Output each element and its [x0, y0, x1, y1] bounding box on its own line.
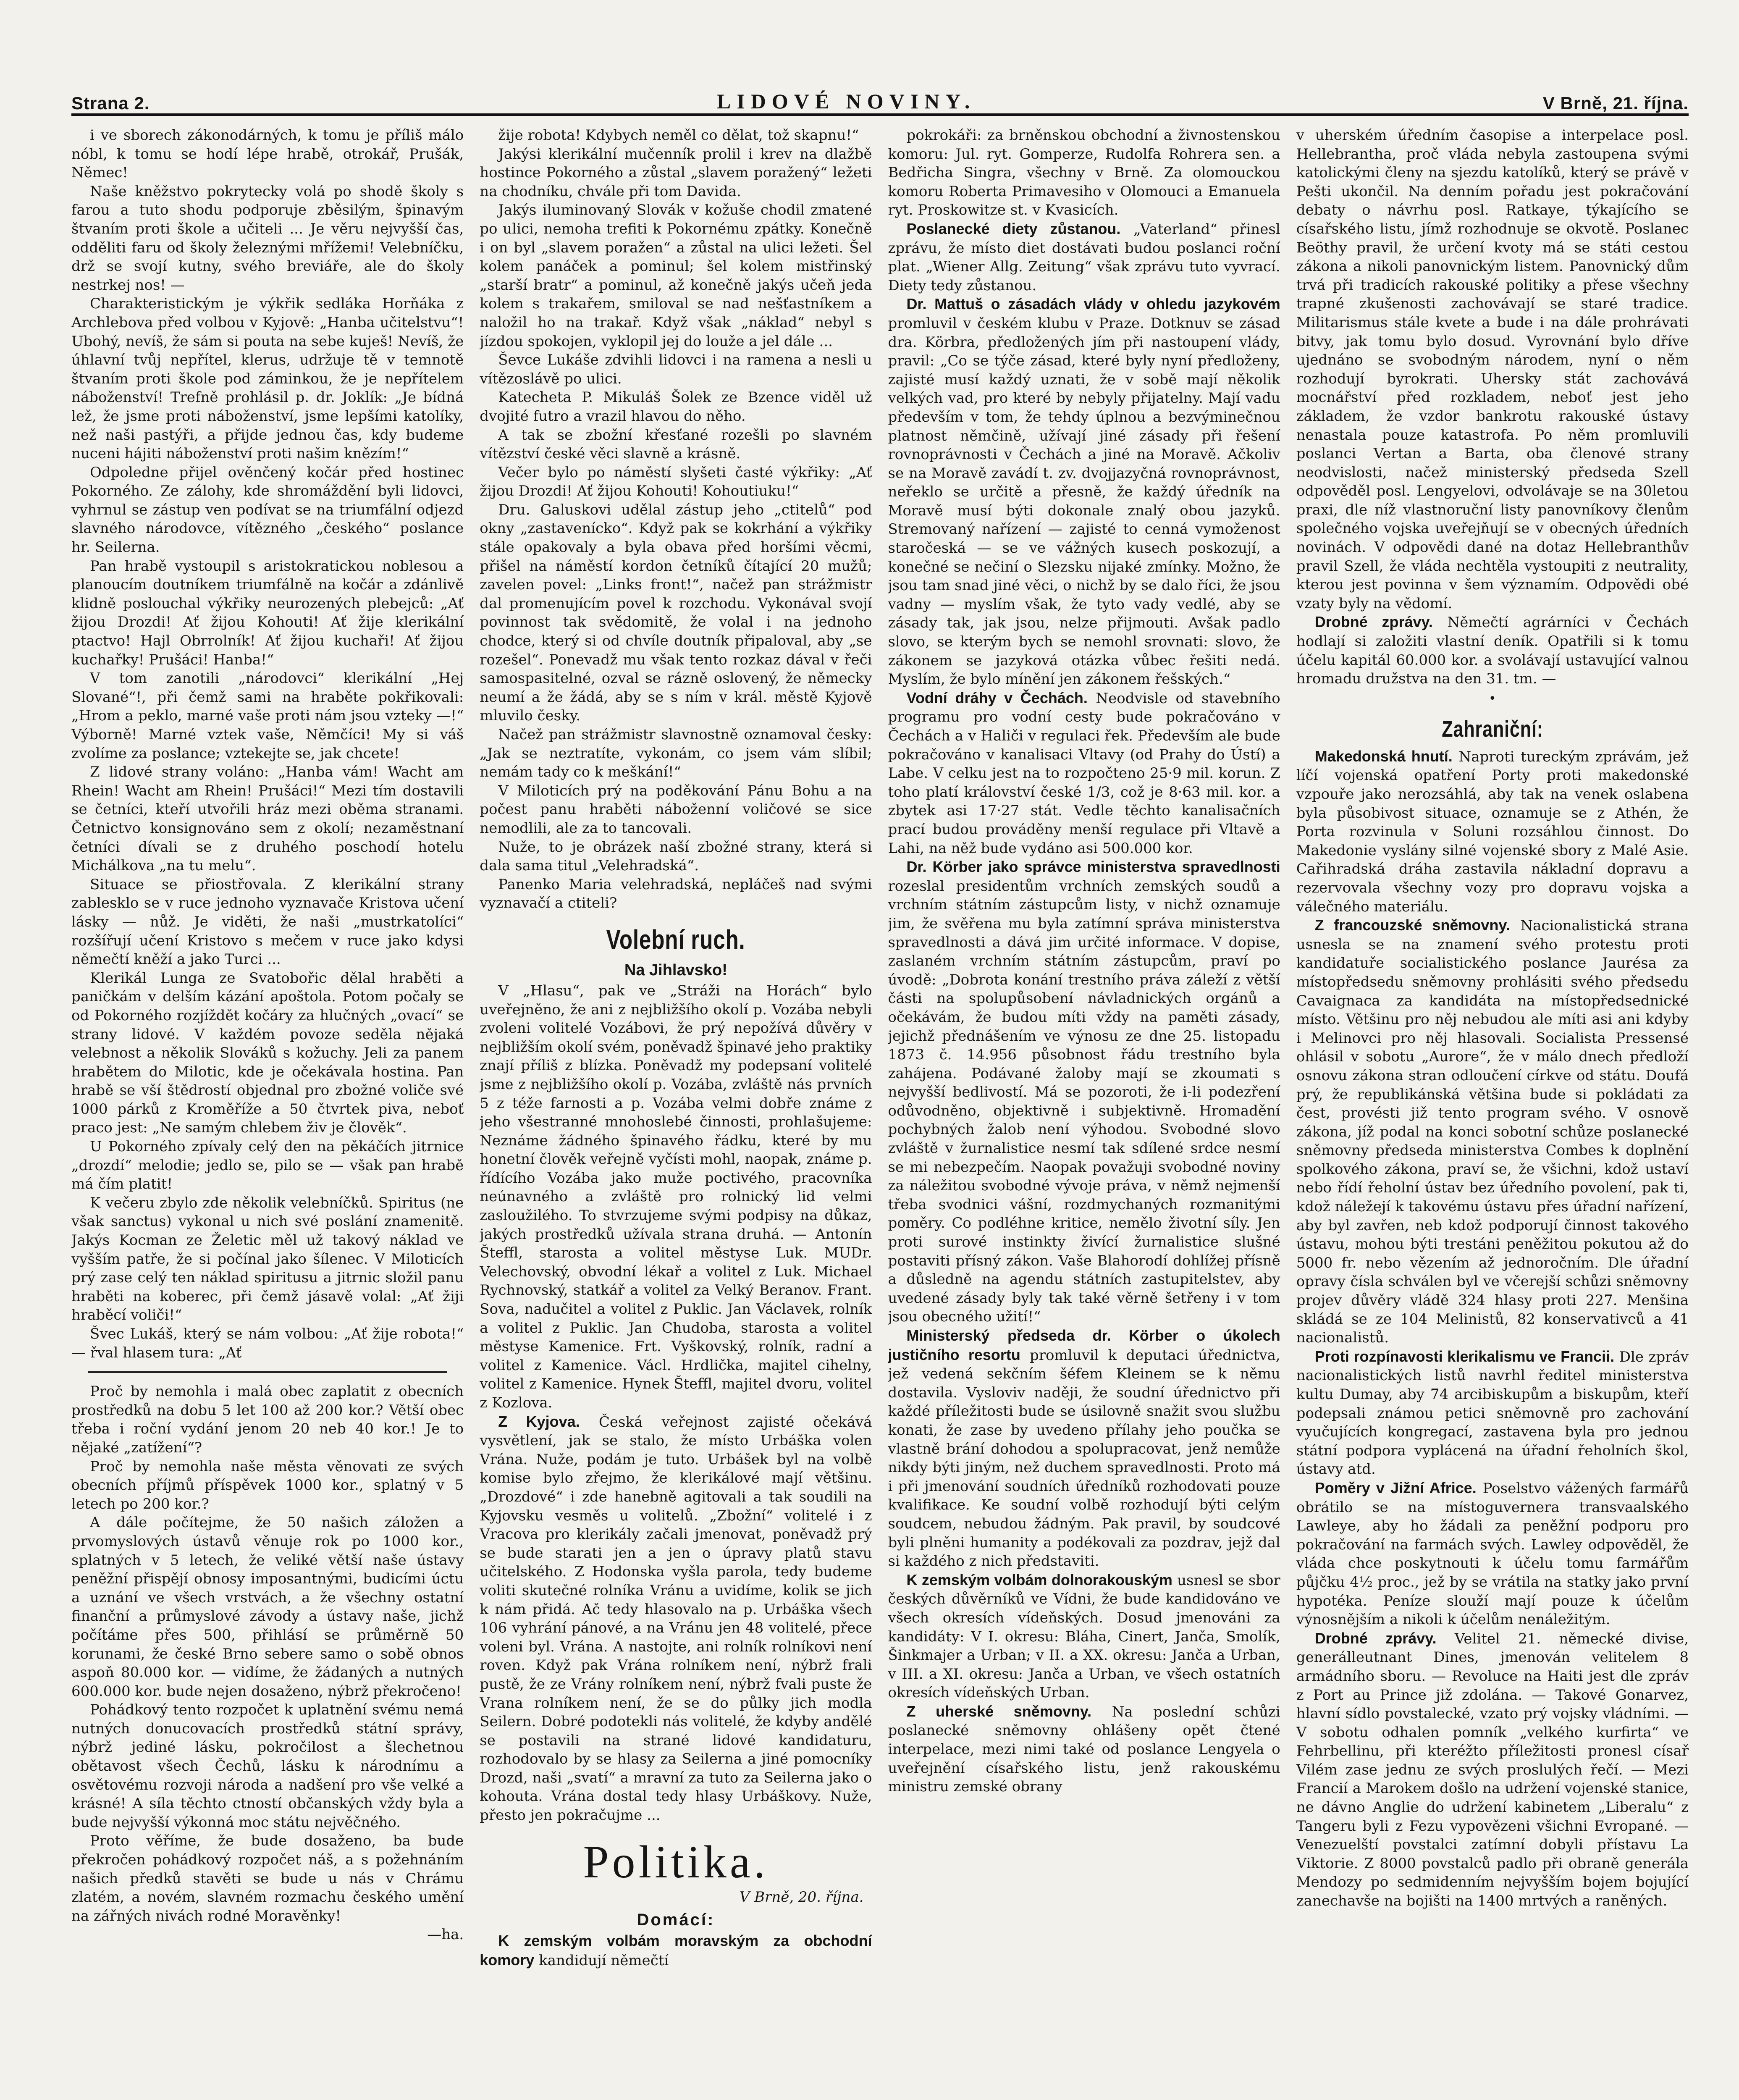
column-3	[888, 126, 1280, 2100]
africe-lead: Poměry v Jižní Africe.	[1314, 1479, 1477, 1496]
paragraph: V „Hlasu“, pak ve „Stráži na Horách“ bylo uveřejněno, že ani z nejbližšího okolí p. Vozába nebyli zvoleni volitelé Vozábovi, že prý nepožívá důvěry v nejbližším okolí svém, poněvadž špinavé jeho praktiky znají příliš z blízka. Poněvadž my podepsaní volitelé jsme z nejbližšího okolí p. Vozába, zvláště nás prvních 5 z téže farnosti a p. Vozába velmi dobře známe z jeho všestranné mnohoslebé činnosti, prohlašujeme: Neznáme žádného špinavého řádku, které by mu honetní člověk veřejně vyčísti mohl, naopak, známe p. řídícího Vozába jako muže poctivého, pracovníka neúnavného a zvláště pro rolnický lid velmi zasloužilého. To stvrzujeme svými podpisy na důkaz, jakých prostředků užívala strana druhá. — Antonín Šteffl, starosta a volitel městyse Luk. MUDr. Velechovský, obvodní lékař a volitel z Luk. Michael Rychnovský, statkář a volitel za Velký Beranov. Frant. Sova, nadučitel a volitel z Puklic. Jan Václavek, rolník a volitel z Puklic. Jan Chudoba, starosta a volitel městyse Kamenice. Frt. Vyškovský, rolník, radní a volitel z Kamenice. Václ. Hrdlička, majitel cihelny, volitel z Kamenice. Hynek Šteffl, majitel dvoru, volitel z Kozlova.	[480, 982, 872, 1411]
paragraph: U Pokorného zpívaly celý den na pěkáčích jitrnice „drozdí“ melodie; jedlo se, pilo se — však pan hrabě má čím platit!	[71, 1138, 464, 1193]
paragraph: Jakýsi klerikální mučenník prolil i krev na dlažbě hostince Pokorného a zůstal „slavem poražený“ ležeti na chodníku, chvále při tom Davida.	[480, 145, 872, 200]
separator-dot: •	[1489, 691, 1496, 706]
paragraph	[1296, 1629, 1689, 1911]
column-4	[1296, 126, 1689, 2100]
paragraph: Z lidové strany voláno: „Hanba vám! Wacht am Rhein! Wacht am Rhein! Prušáci!“ Mezi tím dostavili se četníci, kteří utvořili hráz mezi oběma stranami. Četnictvo konsignováno sem z okolí; nezaměstnaní četníci dívali se z druhého poschodí hotelu Michálkova „na tu melu“.	[71, 764, 464, 874]
paragraph	[888, 858, 1280, 1326]
paragraph: Jakýs iluminovaný Slovák v kožuše chodil zmatené po ulici, nemoha trefiti k Pokornému zpátky. Konečně i on byl „slavem poražen“ a zůstal na ulici ležeti. Šel kolem panáček a pominul; šel kolem mistřinský „starší bratr“ a pominul, až konečně jakýs učeň jeda kolem s trakařem, smiloval se nad nešťastníkem a naložil ho na trakař. Když však „náklad“ nebyl s jízdou spokojen, vyklopil jej do louže a jel dále ...	[480, 202, 872, 350]
paragraph: Situace se přiostřovala. Z klerikální strany zablesklo se v ruce jednoho vyznavače Kristova učení lásky — nůž. Je viděti, že naši „mustrkatolíci“ rozšířují učení Kristovo s mečem v ruce jako kdysi němečtí kněží a jako Turci ...	[71, 876, 464, 968]
uherske-text: Na poslední schůzi poslanecké sněmovny ohlášeny opět čtené interpelace, mezi nimi také od poslance Lengyela o uveřejnění císařského listu, jenž rakouskému ministru zemské obrany	[888, 1703, 1280, 1796]
page-number: Strana 2.	[71, 93, 150, 113]
paragraph	[888, 220, 1280, 295]
paragraph: A tak se zbožní křesťané rozešli po slavném vítězství české věci slavně a krásně.	[480, 426, 872, 462]
paragraph: Klerikál Lunga ze Svatobořic dělal hraběti a paničkám v delším kázání apoštola. Potom počaly se od Pokorného rozjíždět kočáry za hlučných „ovací“ se strany lidové. V každém povoze seděla nějaká velebnost a několik Slováků s kožuchy. Jeli za panem hrabětem do Milotic, kde je očekávala hostina. Pan hrabě se vší štědrostí objednal pro zbožné voliče své 1000 párků z Kroměříže a 50 čtvrtek piva, neboť praco jest: „Ne samým chlebem živ je člověk“.	[71, 969, 464, 1137]
paragraph: Načež pan strážmistr slavnostně oznamoval česky: „Jak se neztratíte, vykonám, co jsem vám slíbil; nemám tady co k meškání!“	[480, 726, 872, 781]
section-heading-politika: Politika.	[583, 1836, 769, 1887]
paragraph: pokrokáři: za brněnskou obchodní a živnostenskou komoru: Jul. ryt. Gomperze, Rudolfa Rohrera sen. a Bedřicha Singra, všechny v Brně. Za olomouckou komoru Roberta Primavesiho v Olomouci a Emanuela ryt. Proskowitze st. v Kvasicích.	[888, 127, 1280, 219]
paragraph: A dále počítejme, že 50 našich záložen a prvomyslových ústavů věnuje rok po 1000 kor., splatných v 5 letech, že veliké větší naše ústavy peněžní přispějí obnosy imposantnými, budicími úctu a uznání ve všech vrstvách, a že všechny ostatní finanční a průmyslové závody a ústavy naše, jichž počítáme přes 500, přihlásí se průměrně 50 korunami, že české Brno sebere samo o sobě obnos aspoň 80.000 kor. — vidíme, že žádaných a nutných 600.000 kor. bude nejen dosaženo, nýbrž překročeno!	[71, 1514, 464, 1700]
paragraph: V Miloticích prý na poděkování Pánu Bohu a na počest panu hraběti náboženní voličové se sice nemodlili, ale za to tancovali.	[480, 782, 872, 837]
paragraph	[888, 1326, 1280, 1571]
drobne-lead: Drobné zprávy.	[1314, 613, 1433, 631]
paragraph	[888, 689, 1280, 858]
drobne2-lead: Drobné zprávy.	[1314, 1629, 1437, 1647]
dolno-text: usnesl se sbor českých důvěrníků ve Vídni, že bude kandidováno ve všech okresích vídeňských. Dosud jmenováni za kandidáty: V I. okresu: Bláha, Cinert, Janča, Smolík, Šinkmajer a Urban; v II. a XX. okresu: Janča a Urban, v III. a XI. okresu: Janča a Urban, ve všech ostatních okresích vídeňských Urban.	[888, 1572, 1280, 1701]
klerikalismu-text: Dle zpráv nacionalistických listů navrhl ředitel ministerstva kultu Dumay, aby 74 arcibiskupům a biskupům, kteří podepsali známou petici sněmovně pro zachování vyučujících kongregací, zastavena byla pro jednou státní podpora vyplácená na úřadní řeholních škol, ústavy atd.	[1296, 1348, 1689, 1478]
korber-text: rozeslal presidentům vrchních zemských soudů a vrchním státním zástupcům listy, v nichž oznamuje jim, že svěřena mu byla zatímní správa ministerstva spravedlnosti a dává jim určité informace. V dopise, zaslaném vrchním státním zástupcům, praví po úvodě: „Dobrota konání trestního práva záleží z větší části na spolupůsobení návladnických orgánů a očekávám, že budou míti vždy na paměti zásady, jejichž přednášením ve výnosu ze dne 25. listopadu 1873 č. 14.956 působnost řádu trestního byla zahájena. Podávané žaloby mají se zkoumati s nejvyšší bedlivostí. Má se pozoroti, že i-li podezření odůvodněno, objektivně i subjektivně. Hromadění pochybných žalob není výhodou. Svobodné slovo zvláště v žurnalistice nesmí tak sdílené srdce nesmí se mi nebezpečím. Naopak považuji svobodné noviny za náležitou svobodné vývoje práva, v němž nejmenší třeba svodnici vášní, rozdmychaných rozmanitými poměry. Co podléhne kritice, nemělo životní síly. Jen proti surové instinkty živící žurnalistice slušné postaviti přísný zákon. Vaše Blahorodí dohlížej přísně a důsledně na agendu státních zastupitelstev, aby uvedené zásady byly tak také věrně šetřeny i v tom jsou obecného užití!“	[888, 877, 1280, 1326]
diety-text: „Vaterland“ přinesl zprávu, že místo diet dostávati budou poslanci roční plat. „Wiener Allg. Zeitung“ však zprávu tuto vyvrací. Diety tedy zůstanou.	[888, 220, 1280, 294]
makedonska-lead: Makedonská hnutí.	[1314, 747, 1453, 765]
paragraph: Proč by nemohla i malá obec zaplatit z obecních prostředků na dobu 5 let 100 až 200 kor.? Větší obec třeba i roční vydání jenom 20 neb 40 kor.! Je to nějaké „zatížení“?	[71, 1383, 464, 1456]
section-heading-volebni-ruch: Volební ruch.	[606, 924, 745, 955]
kyjov-text: Česká veřejnost zajisté očekává vysvětlení, jak se stalo, že místo Urbáška volen Vrána. Nuže, podám je tuto. Urbášek byl na volbě komise bylo zřejmo, že klerikálové mají většinu. „Drozdové“ i zde hanebně agitovali a tak soudili na Kyjovsku vesměs u volitelů. „Zbožní“ volitelé i z Vracova pro klerikály začali jmenovat, poněvadž prý se bude starati jen a jen o úpravy platů stavu učitelského. Z Hodonska vyšla parola, tedy budeme voliti skutečné rolníka Vránu a uvidíme, kolik se jich k nám přidá. Ač tedy hlasovalo na p. Urbáška všech 106 vyhrání pánové, a na Vránu jen 48 volitelé, přece voleni byl. Vrána. A nastojte, ani rolník rolníkovi není roven. Když pak Vrána rolníkem není, nýbrž frali pustě, že ze Vrány rolníkem není, nýbrž fvali puste že Vrana rolníkem není, že se do půlky jich modla Seilern. Dobré podotekli nás volitelé, že kdyby andělé se postavili na strané lidové kandidaturu, rozhodovalo by se hlasy za Seilerna a jiné pomocníky Drozd, naši „svatí“ a mravní za tuto za Seilerna jako o kohouta. Vrána dostal tedy hlasy Urbáškovy. Nuže, přesto jen pokračujme ...	[480, 1413, 872, 1824]
vodni-lead: Vodní dráhy v Čechách.	[906, 689, 1088, 706]
paragraph	[480, 1932, 872, 1970]
paragraph: Pohádkový tento rozpočet k uplatnění svému nemá nutných donucovacích prostředků státní správy, nýbrž jediné lásku, pokročilost a šlechetnou obětavost všech Čechů, lásku k národnímu a osvětovému rozvoji národa a nadšení pro vše velké a krásné! A síla těchto ctností občanských vždy byla a bude nejvyšší výkonná moc státu nejvěčného.	[71, 1701, 464, 1831]
korber-lead: Dr. Körber jako správce ministerstva spravedlnosti	[906, 858, 1280, 876]
paragraph: v uherském úředním časopise a interpelace posl. Hellebrantha, proč vláda nebyla zastoupena svými katolickými členy na sjezdu katolíků, který se právě v Pešti ukončil. Na denním pořadu jest pokračování debaty o návrhu posl. Ratkaye, týkajícího se císařského listu, jímž rozhodnuje se okvotě. Poslanec Beöthy pravil, že určení kvoty má se státi cestou zákona a nikoli panovnickým listem. Panovnický dům trvá při tradicích rakouské politiky a přese všechny trapné zkušenosti zachovávají se staré tradice. Militarismus stále kvete a bude i na dále prohrávati bitvy, jak tomu bylo dosud. Vyrovnání bylo dříve ujednáno se svobodným národem, nyní o něm rozhodují byrokrati. Uhersky stát zachovává mocnářství před rozkladem, neboť jest jeho základem, že vzdor bankrotu rakouské ústavy nenastala pouze katastrofa. Po něm promluvili poslanci Vertan a Barta, oba členové strany neodvislosti, načež ministerský předseda Szell odpověděl posl. Lengyelovi, odvolávaje se na 30letou praxi, dle níž vlastnoruční listy panovníkovy členům společného vojska uveřejňují se v obecných úředních novinách. V odpovědi dané na dotaz Hellebranthův pravil Szell, že vláda nechtěla vystoupiti z neutrality, kterou jest povinna v šem významím. Odpovědi obé vzaty byly na vědomí.	[1296, 127, 1689, 612]
paragraph: Panenko Maria velehradská, nepláčeš nad svými vyznavačí a ctiteli?	[480, 876, 872, 912]
paragraph: Švec Lukáš, který se nám volbou: „Ať žije robota!“ — řval hlasem tura: „Ať	[71, 1326, 464, 1361]
paragraph: Proto věříme, že bude dosaženo, ba bude překročen pohádkový rozpočet náš, a s požehnáním našich předků stavěti se bude u nás v Chrámu zlatém, a novém, slavném rozmachu českého umění na zářných nivách rodné Moravěnky!	[71, 1832, 464, 1924]
paragraph: Nuže, to je obrázek naší zbožné strany, která si dala sama titul „Velehradská“.	[480, 838, 872, 874]
paragraph	[888, 295, 1280, 688]
mattus-text: promluvil v českém klubu v Praze. Dotknuv se zásad dra. Körbra, předložených jím při nastoupení vlády, pravil: „Co se týče zásad, které byly nyní předloženy, zajisté musí každý uznati, že v sobě mají několik velkých vad, pro které by nebyly přijatelny. Mají vadu především v tom, že tehdy úplnou a bezvýminečnou platnost němčině, užívají jiné zásady při řešení rovnoprávnosti v Čechách a jiné na Moravě. Ačkoliv se na Moravě zavádí t. zv. dvojjazyčná rovnoprávnost, neřeklo se určitě a přesně, že každý úředník na Moravě musí býti dokonale znalý obou jazyků. Stremovaný nařízení — zajisté to cenná vymoženost staročeská — se ve vážných kusech poskozují, a konečné se nečiní o Slezsku nijaké zmínky. Možno, že jsou tam snad jiné věci, o nichž by se dalo říci, že jsou vadny — myslím však, že tyto vady vedlé, aby se zásady tak, jak jsou, nelze přijmouti. Avšak padlo slovo, se kterým bych se nemohl srovnati: slovo, že zákonem se jazyková otázka vůbec řešiti nedá. Myslím, že bylo mínění jen zákonem řešských.“	[888, 315, 1280, 688]
zemske-volby-text: kandidují němečtí	[539, 1952, 669, 1969]
header-dateline: V Brně, 21. října.	[1542, 93, 1689, 113]
makedonska-text: Naproti tureckým zprávám, jež líčí vojenská opatření Porty proti makedonské vzpouře jako nerozsáhlá, aby tak na venek oslabena byla působivost situace, oznamuje se z Athén, že Porta rozvinula v Soluni rozsáhlou činnost. Do Makedonie vyslány silné vojenské sbory z Malé Asie. Cařihradská dráha zastavila nákladní dopravu a rezervovala všechny vozy pro dopravu vojska a válečného materiálu.	[1296, 748, 1689, 915]
zemske-volby-lead: K zemským volbám moravským za obchodní komory	[480, 1932, 872, 1969]
diety-lead: Poslanecké diety zůstanou.	[906, 220, 1121, 237]
paragraph	[888, 1702, 1280, 1796]
article-signature: —ha.	[427, 1926, 464, 1943]
paragraph: Proč by nemohla naše města věnovati ze svých obecních příjmů příspěvek 1000 kor., splatný v 5 letech po 200 kor.?	[71, 1458, 464, 1512]
paragraph: Katecheta P. Mikuláš Šolek ze Bzence viděl už dvojité futro a vrazil hlavou do něho.	[480, 389, 872, 425]
africe-text: Poselstvo vážených farmářů obrátilo se na místoguvernera transvaalského Lawleye, aby ho žádali za peněžní podporu pro pokračování na farmách svých. Lawley odpověděl, že vláda chce poskytnouti k účelu tomu farmářům půjčku 4½ proc., jež by se vrátila na statky jako první hypotéka. Peníze slouží mají pouze k účelům výnosnějším a nikoli k účelům nenáležitým.	[1296, 1480, 1689, 1628]
columns	[71, 126, 1689, 2100]
paragraph: Večer bylo po náměstí slyšeti časté výkřiky: „Ať žijou Drozdi! Ať žijou Kohouti! Kohoutiuku!“	[480, 464, 872, 500]
subheading-jihlavsko: Na Jihlavsko!	[624, 961, 727, 979]
subheading-domaci: Domácí:	[637, 1911, 715, 1929]
francouzska-lead: Z francouzské sněmovny.	[1314, 916, 1510, 934]
paragraph: Naše kněžstvo pokrytecky volá po shodě školy s farou a tuto shodu podporuje zběsilým, špinavým štvaním proti škole a učiteli ... Je věru nejvyšší čas, odděliti faru od školy železnými mřížemi! Velebníčku, drž se svojí kutny, svého breviáře, ale do školy nestrkej nos! —	[71, 183, 464, 294]
paragraph	[1296, 1479, 1689, 1629]
ministersky-lead: Ministerský předseda dr. Körber o úkolech justičního resortu	[888, 1327, 1280, 1363]
paragraph: Dru. Galuskovi udělal zástup jeho „ctitelů“ pod okny „zastavenícko“. Když pak se kokrhání a výkřiky stále opakovaly a byla obava před horšími věcmi, přišel na náměstí kordon četníků čítající 20 mužů; zavelen povel: „Links front!“, načež pan strážmistr dal promenujícím povel k rozchodu. Vykonával svojí povinnost tak svědomitě, že volal i na jednoho chodce, který si od chvíle doutník připaloval, aby „se rozešel“. Ponevadž mu však tento rozkaz dával v řeči samospasitelné, ozval se rázně oslovený, že německy neumí a že žádá, aby se s ním v král. městě Kyjově mluvilo česky.	[480, 501, 872, 724]
dolno-lead: K zemským volbám dolnorakouským	[906, 1571, 1172, 1588]
paragraph: žije robota! Kdybych neměl co dělat, tož skapnu!“	[498, 127, 859, 144]
paragraph	[1296, 747, 1689, 916]
page-header	[71, 80, 1689, 116]
column-1	[71, 126, 464, 2100]
paragraph	[888, 1571, 1280, 1702]
paragraph	[1296, 1347, 1689, 1479]
mattus-lead: Dr. Mattuš o zásadách vlády v ohledu jazykovém	[906, 295, 1280, 313]
paragraph	[480, 1412, 872, 1825]
vodni-text: Neodvisle od stavebního programu pro vodní cesty bude pokračováno v Čechách a v Haliči v regulaci řek. Především ale bude pokračováno v kanalisaci Vltavy (od Prahy do Ústí) a Labe. V celku jest na to rozpočteno 25·9 mil. korun. Z toho platí království české 1/3, což je 8·63 mil. kor. a zbytek asi 17·27 stát. Vedle těchto kanalisačních prací budou prováděny menší regulace při Vltavě a Lahi, na něž bude vydáno asi 500.000 kor.	[888, 690, 1280, 857]
drobne2-text: Velitel 21. německé divise, generálleutnant Dines, jmenován velitelem 8 armádního sboru. — Revoluce na Haiti jest dle zpráv z Port au Prince již zdolána. — Takové Gonarvez, hlavní sídlo povstalecké, vzato prý vojsky vládními. — V sobotu odhalen pomník „velkého kurfirta“ ve Fehrbellinu, při kteréžto příležitosti pronesl císař Vilém zase jednu ze svých proslulých řečí. — Mezi Francií a Marokem došlo na udržení vojenské stanice, ne dávno Anglie do udržení kabinetem „Liberalu“ z Tangeru byli z Fezu vypovězeni všichni Evropané. — Venezuelští povstalci zatímní dobyli přístavu La Viktorie. Z 8000 povstalců padlo při obraně generála Mendozy po sedmidenním nejvyšším bojem bojující zanechavše na bojišti na 1400 mrtvých a raněných.	[1296, 1630, 1689, 1910]
paragraph	[1296, 613, 1689, 688]
kyjov-lead: Z Kyjova.	[498, 1412, 580, 1430]
column-2	[480, 126, 872, 2100]
masthead-title: LIDOVÉ NOVINY.	[716, 89, 976, 113]
uherske-lead: Z uherské sněmovny.	[906, 1702, 1092, 1720]
paragraph: i ve sborech zákonodárných, k tomu je příliš málo nóbl, k tomu se hodí lépe hrabě, otrokář, Prušák, Němec!	[71, 127, 464, 181]
paragraph: K večeru zbylo zde několik velebníčků. Spiritus (ne však sanctus) vykonal u nich své poslání znamenitě. Jakýs Kocman ze Želetic měl už takový náklad ve vyšším patře, že si počínal jako šílenec. V Miloticích prý zase celý ten náklad spiritusu a jitrnic složil panu hraběti na koberec, při čemž jásavě volal: „Ať žiji hraběcí voliči!“	[71, 1194, 464, 1324]
paragraph: Pan hrabě vystoupil s aristokratickou noblesou a planoucím doutníkem triumfálně na kočár a zdánlivě klidně poslouchal výkřiky neurozených plebejců: „Ať žijou Drozdi! Ať žijou Kohouti! Ať žije klerikální ptactvo! Hajl Obrrolník! Ať žijou kuchaři! Ať žijou kuchařky! Prušáci! Hanba!“	[71, 557, 464, 668]
politika-dateline: V Brně, 20. října.	[739, 1888, 864, 1906]
paragraph: V tom zanotili „národovci“ klerikální „Hej Slované“!, při čemž sami na hraběte pokřikovali: „Hrom a peklo, marné vaše proti nám jsou vzteky —!“ Výborně! Marné vztek vaše, Němčíci! My si váš zvolíme za poslance; vztekejte se, jak chcete!	[71, 670, 464, 762]
paragraph: Odpoledne přijel ověnčený kočár před hostinec Pokorného. Ze zálohy, kde shromáždění byli lidovci, vyhrnul se zástup ven podívat se na triumfální odjezd slavného národovce, vítězného „českého“ poslance hr. Seilerna.	[71, 464, 464, 556]
drobne-text: Němečtí agrárníci v Čechách hodlají si založiti vlastní deník. Opatřili si k tomu účelu kapitál 60.000 kor. a svolávají ustavující valnou hromadu družstva na den 31. tm. —	[1296, 614, 1689, 688]
francouzska-text: Nacionalistická strana usnesla se na znamení svého protestu proti kandidatuře socialistického poslance Jaurésa za místopředsedu sněmovny prohlásiti svého předsedu Cavaignaca za kandidáta na místopředsednické místo. Většinu pro něj nebudou ale míti asi ani kdyby i Melinovci pro něj hlasovali. Socialista Pressensé ohlásil v sobotu „Aurore“, že v málo dnech předloží osnovu zákona stran odloučení církve od státu. Doufá prý, že republikánská většina bude si pokládati za čest, provésti již tento program svého. V osnově zákona, jíž podal na konci sobotní schůze poslanecké sněmovny předseda ministerstva Combes k doplnění spolkového zákona, praví se, že všichni, kdož ustaví nebo řídí řeholní ústav bez úředního povolení, pak ti, kdož náležejí k takovému ústavu přes úřadní nařízení, aby byl zavřen, neb kdož podporují činnost takového ústavu, mohou býti trestáni peněžitou pokutou až do 5000 fr. nebo vězením až jednoročním. Dle úřadní opravy čísla schválen byl ve včerejší schůzi sněmovny projev důvěry vládě 324 hlasy proti 227. Menšina skládá se ze 104 Melinistů, 82 konservativců a 41 nacionalistů.	[1296, 917, 1689, 1347]
ministersky-text: promluvil k deputaci úřednictva, jež vedená sekčním šéfem Kleinem se k němu dostavila. Vysloviv naději, že soudní úřednictvo při každé příležitosti bude se úsilovně snažit svou službu konati, že zase by uvedeno přílahy jeho poučka se vlastně brání dohodou a spolupracovat, jenž nemůže nikdy býti jiným, než duchem spravedlnosti. Proto má i při jmenování soudních úředníků rozhodovati pouze kvalifikace. Ke soudní volbě rozhodují býti celým soudcem, nebudou žádným. Pak pravil, by soudcové byli plněni humanity a podékovali za pozdrav, jejž dal si každého z nich představiti.	[888, 1347, 1280, 1570]
section-divider	[88, 1371, 447, 1373]
paragraph: Ševce Lukáše zdvihli lidovci i na ramena a nesli u vítězoslávě po ulici.	[480, 352, 872, 387]
klerikalismu-lead: Proti rozpínavosti klerikalismu ve Francii.	[1314, 1347, 1615, 1365]
paragraph: Charakteristickým je výkřik sedláka Horňáka z Archlebova před volbou v Kyjově: „Hanba učitelstvu“! Ubohý, nevíš, že sám si pouta na sebe kuješ! Nevíš, že úhlavní tvůj nepřítel, klerus, udržuje tě v temnotě štvaním proti škole pod záminkou, že je nepřítelem náboženství! Trefně prohlásil p. dr. Joklík: „Je bídná lež, že jsme proti náboženství, jsme lepšími katolíky, než naši pastýři, a přijde jednou čas, kdy budeme nuceni hájiti náboženství proti našim knězím!“	[71, 295, 464, 462]
section-heading-zahranicni: Zahraniční:	[1442, 716, 1543, 742]
paragraph	[1296, 916, 1689, 1347]
